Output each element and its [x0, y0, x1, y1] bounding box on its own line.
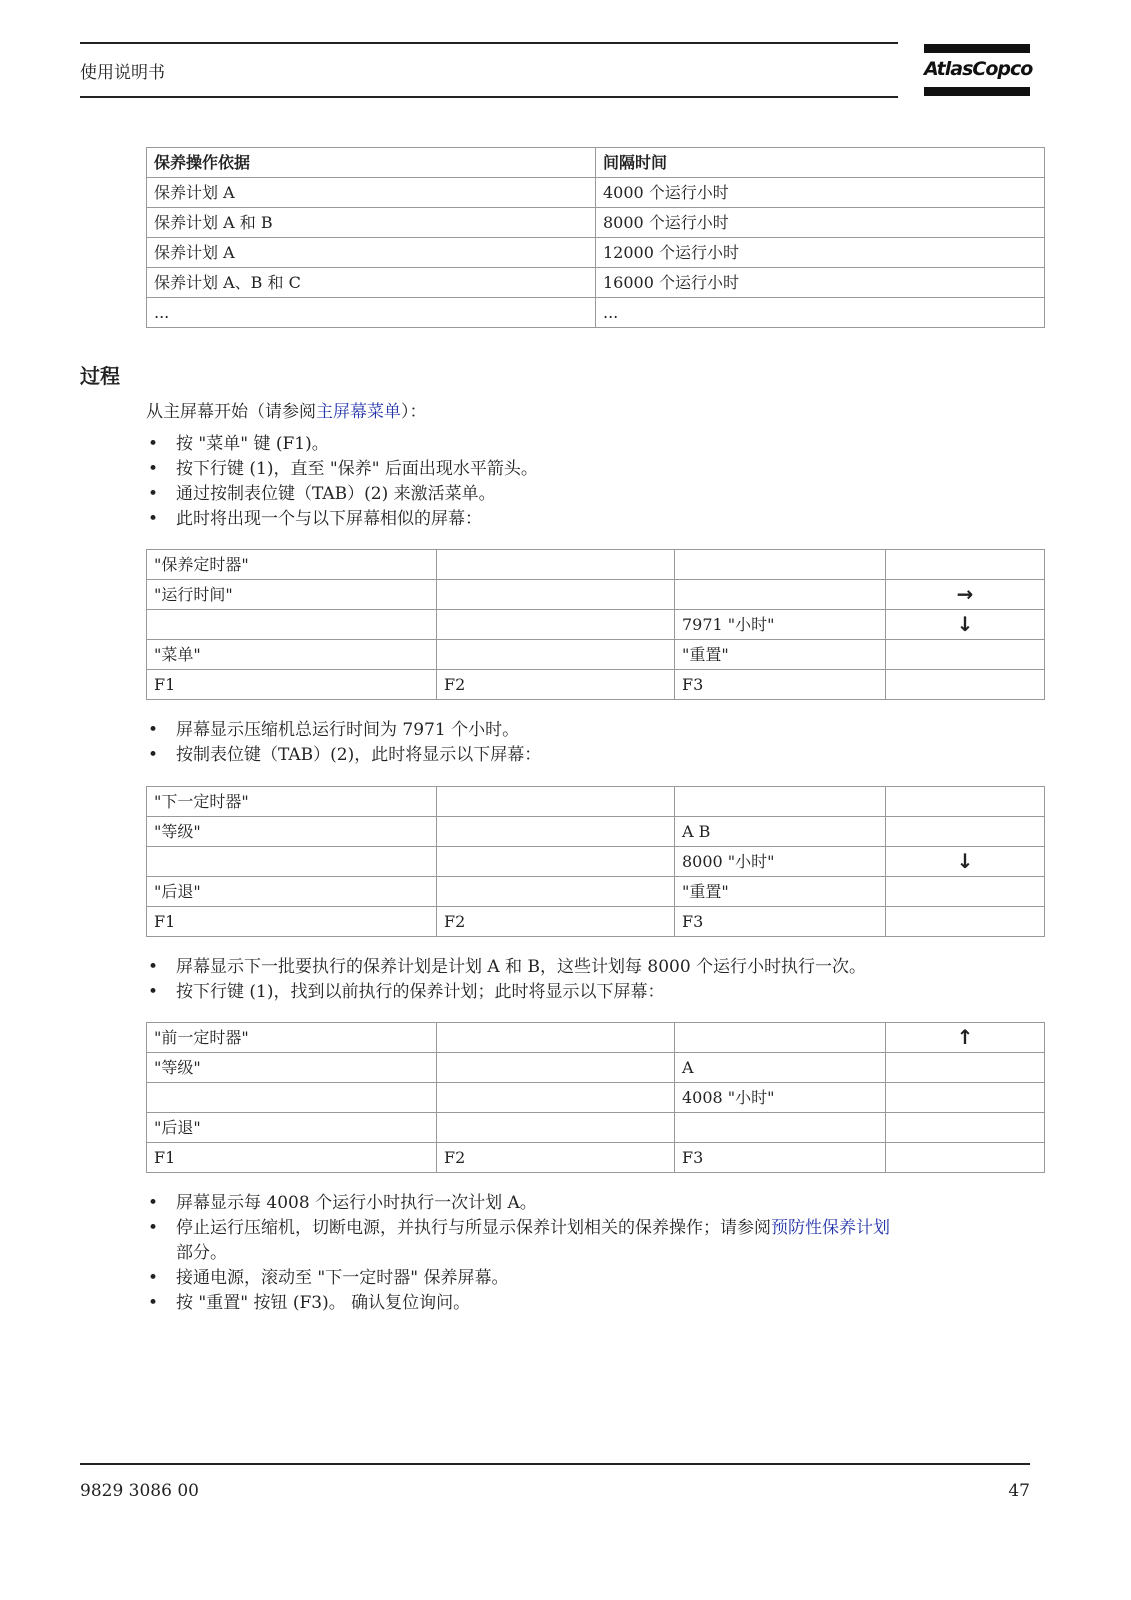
table-row: [147, 670, 1045, 700]
maintenance-interval-table: [146, 147, 1045, 328]
controller-screen-3: [146, 1022, 1045, 1173]
table-cell: "下一定时器": [147, 787, 437, 817]
table-cell: 4008 "小时": [675, 1083, 886, 1113]
steps-list-4: [146, 1191, 1036, 1316]
table-cell: [147, 1083, 437, 1113]
table-cell: [437, 877, 675, 907]
table-row: [147, 1113, 1045, 1143]
table-cell: "重置": [675, 640, 886, 670]
table-cell: F3: [675, 1143, 886, 1173]
table-cell: [675, 787, 886, 817]
table-row: [147, 787, 1045, 817]
table-cell: 8000 个运行小时: [596, 208, 1045, 238]
table-cell: [437, 550, 675, 580]
table-cell: [437, 1083, 675, 1113]
arrow-up-icon: ↑: [886, 1023, 1045, 1053]
list-item: • 通过按制表位键（TAB）(2) 来激活菜单。: [146, 482, 1036, 507]
table-cell: [886, 550, 1045, 580]
table-cell: 16000 个运行小时: [596, 268, 1045, 298]
table-cell: "等级": [147, 817, 437, 847]
table-cell: [675, 1113, 886, 1143]
table-cell: [675, 580, 886, 610]
controller-screen-2: [146, 786, 1045, 937]
table-cell: "保养定时器": [147, 550, 437, 580]
table-cell: [147, 847, 437, 877]
list-item: • 接通电源，滚动至 "下一定时器" 保养屏幕。: [146, 1266, 1036, 1291]
table-cell: F2: [437, 907, 675, 937]
steps-list-3: [146, 955, 1036, 1005]
table-cell: [437, 1113, 675, 1143]
list-item: • 按下行键 (1)，直至 "保养" 后面出现水平箭头。: [146, 457, 1036, 482]
list-item: • 停止运行压缩机，切断电源，并执行与所显示保养计划相关的保养操作；请参阅预防性保养计划 部分。: [146, 1216, 1036, 1266]
section-title: 过程: [80, 364, 120, 388]
preventive-maintenance-link[interactable]: 预防性保养计划: [771, 1218, 890, 1238]
table-cell: [437, 847, 675, 877]
table-cell: 8000 "小时": [675, 847, 886, 877]
table-cell: F3: [675, 907, 886, 937]
table-row: [147, 907, 1045, 937]
table-cell: [675, 1023, 886, 1053]
table-cell: 4000 个运行小时: [596, 178, 1045, 208]
table-cell: F2: [437, 1143, 675, 1173]
logo-text: AtlasCopco: [924, 58, 1033, 80]
table-cell: A: [675, 1053, 886, 1083]
table-cell: [886, 877, 1045, 907]
table-row: [147, 817, 1045, 847]
table-header-row: [147, 148, 1045, 178]
arrow-right-icon: →: [886, 580, 1045, 610]
table-cell: 保养计划 A: [147, 238, 596, 268]
table-cell: [886, 1083, 1045, 1113]
table-cell: F2: [437, 670, 675, 700]
table-cell: "重置": [675, 877, 886, 907]
arrow-down-icon: ↓: [886, 610, 1045, 640]
table-cell: [437, 610, 675, 640]
table-cell: F3: [675, 670, 886, 700]
footer-rule: [80, 1463, 1030, 1465]
table-header-cell: 间隔时间: [596, 148, 1045, 178]
table-row: [147, 640, 1045, 670]
controller-screen-1: [146, 549, 1045, 700]
document-number: 9829 3086 00: [80, 1481, 199, 1501]
table-row: [147, 1023, 1045, 1053]
table-cell: [437, 580, 675, 610]
table-cell: F1: [147, 1143, 437, 1173]
table-cell: A B: [675, 817, 886, 847]
arrow-down-icon: ↓: [886, 847, 1045, 877]
list-item: • 按制表位键（TAB）(2)，此时将显示以下屏幕：: [146, 743, 1036, 768]
table-cell: [437, 787, 675, 817]
table-cell: [886, 1113, 1045, 1143]
table-cell: 保养计划 A 和 B: [147, 208, 596, 238]
atlas-copco-logo: [924, 44, 1033, 96]
table-row: [147, 847, 1045, 877]
table-row: [147, 208, 1045, 238]
table-cell: 12000 个运行小时: [596, 238, 1045, 268]
table-row: [147, 298, 1045, 328]
list-item: • 此时将出现一个与以下屏幕相似的屏幕：: [146, 507, 1036, 532]
header-title: 使用说明书: [80, 63, 165, 83]
table-cell: 保养计划 A、B 和 C: [147, 268, 596, 298]
intro-text: 从主屏幕开始（请参阅主屏幕菜单）：: [146, 402, 427, 422]
list-item: • 屏幕显示每 4008 个运行小时执行一次计划 A。: [146, 1191, 1036, 1216]
table-row: [147, 580, 1045, 610]
table-cell: 7971 "小时": [675, 610, 886, 640]
table-row: [147, 1083, 1045, 1113]
table-cell: "菜单": [147, 640, 437, 670]
table-cell: "后退": [147, 1113, 437, 1143]
page-number: 47: [1008, 1481, 1030, 1501]
table-cell: [886, 907, 1045, 937]
header-rule-top: [80, 42, 898, 44]
table-cell: [886, 817, 1045, 847]
table-cell: ...: [596, 298, 1045, 328]
table-cell: [437, 817, 675, 847]
table-cell: ...: [147, 298, 596, 328]
list-item: • 屏幕显示压缩机总运行时间为 7971 个小时。: [146, 718, 1036, 743]
table-row: [147, 1143, 1045, 1173]
main-screen-menu-link[interactable]: 主屏幕菜单: [316, 402, 401, 422]
steps-list-2: [146, 718, 1036, 768]
table-cell: "等级": [147, 1053, 437, 1083]
table-row: [147, 550, 1045, 580]
table-row: [147, 268, 1045, 298]
table-cell: [886, 640, 1045, 670]
table-cell: "前一定时器": [147, 1023, 437, 1053]
table-cell: [886, 670, 1045, 700]
steps-list-1: [146, 432, 1036, 532]
list-item: • 按 "菜单" 键 (F1)。: [146, 432, 1036, 457]
table-row: [147, 1053, 1045, 1083]
list-item: • 按 "重置" 按钮 (F3)。 确认复位询问。: [146, 1291, 1036, 1316]
table-header-cell: 保养操作依据: [147, 148, 596, 178]
table-cell: [437, 1023, 675, 1053]
table-cell: [675, 550, 886, 580]
table-cell: F1: [147, 907, 437, 937]
list-item: • 按下行键 (1)，找到以前执行的保养计划；此时将显示以下屏幕：: [146, 980, 1036, 1005]
table-row: [147, 178, 1045, 208]
list-item: • 屏幕显示下一批要执行的保养计划是计划 A 和 B，这些计划每 8000 个运行小时执行一次。: [146, 955, 1036, 980]
table-cell: [886, 787, 1045, 817]
header-rule-bottom: [80, 96, 898, 98]
table-row: [147, 610, 1045, 640]
table-cell: [437, 640, 675, 670]
table-cell: "后退": [147, 877, 437, 907]
table-cell: [147, 610, 437, 640]
table-cell: [886, 1143, 1045, 1173]
table-cell: [437, 1053, 675, 1083]
table-cell: F1: [147, 670, 437, 700]
table-cell: [886, 1053, 1045, 1083]
table-cell: 保养计划 A: [147, 178, 596, 208]
table-cell: "运行时间": [147, 580, 437, 610]
table-row: [147, 877, 1045, 907]
table-row: [147, 238, 1045, 268]
